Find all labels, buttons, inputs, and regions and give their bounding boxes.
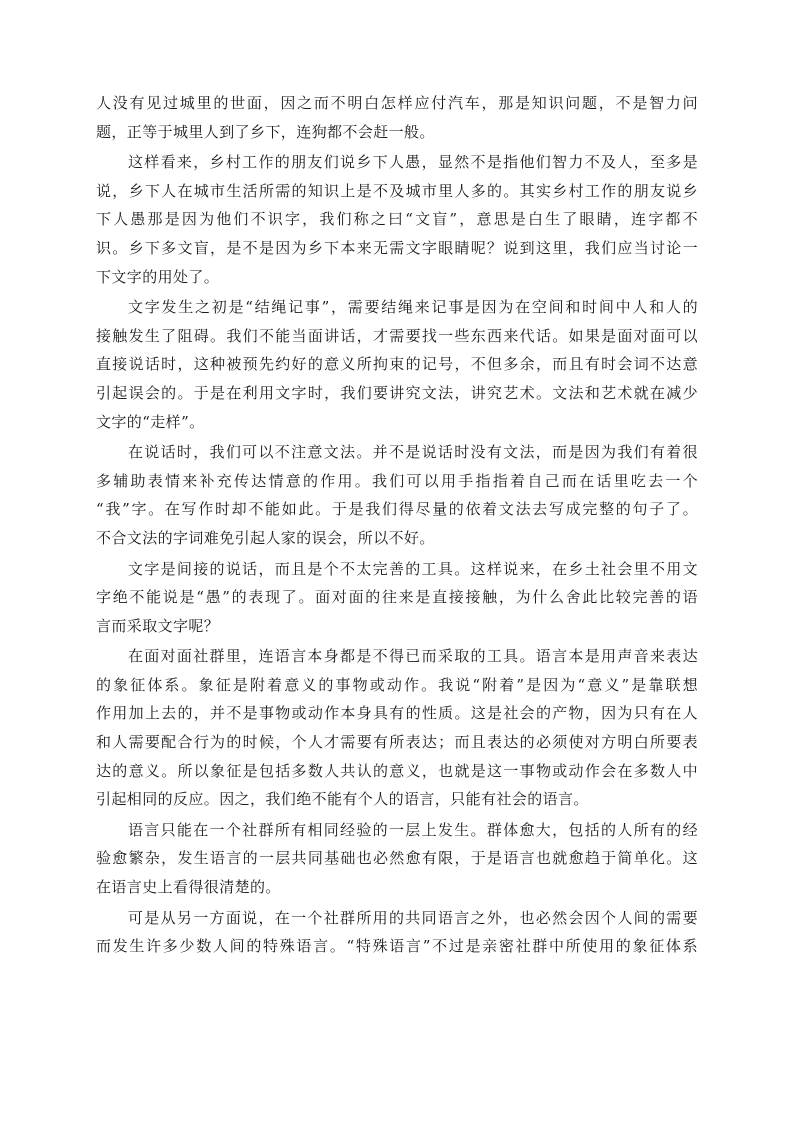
text-line: 和人需要配合行为的时候，个人才需要有所表达；而且表达的必须使对方明白所要表 xyxy=(96,733,698,752)
paragraph xyxy=(96,293,698,436)
text-line: 在面对面社群里，连语言本身都是不得已而采取的工具。语言本是用声音来表达 xyxy=(128,647,698,666)
text-line: 字绝不能说是“愚”的表现了。面对面的往来是直接接触，为什么舍此比较完善的语 xyxy=(96,588,698,607)
text-line: 说，乡下人在城市生活所需的知识上是不及城市里人多的。其实乡村工作的朋友说乡 xyxy=(96,181,698,200)
paragraph xyxy=(96,816,698,902)
text-line: 不合文法的字词难免引起人家的误会，所以不好。 xyxy=(96,528,435,547)
text-line: 下人愚那是因为他们不识字，我们称之曰“文盲”，意思是白生了眼睛，连字都不 xyxy=(96,210,698,229)
text-line: 在说话时，我们可以不注意文法。并不是说话时没有文法，而是因为我们有着很 xyxy=(128,443,698,462)
paragraph xyxy=(96,148,698,291)
text-line: 这样看来，乡村工作的朋友们说乡下人愚，显然不是指他们智力不及人，至多是 xyxy=(128,153,698,172)
text-line: 下文字的用处了。 xyxy=(96,267,220,286)
paragraph xyxy=(96,555,698,641)
text-line: 而发生许多少数人间的特殊语言。“特殊语言”不过是亲密社群中所使用的象征体系 xyxy=(96,937,698,956)
text-line: 引起误会的。于是在利用文字时，我们要讲究文法，讲究艺术。文法和艺术就在减少 xyxy=(96,383,698,402)
text-line: 题，正等于城里人到了乡下，连狗都不会赶一般。 xyxy=(96,122,435,141)
text-line: 语言只能在一个社群所有相同经验的一层上发生。群体愈大，包括的人所有的经 xyxy=(128,820,698,839)
text-line: 引起相同的反应。因之，我们绝不能有个人的语言，只能有社会的语言。 xyxy=(96,790,589,809)
text-line: 在语言史上看得很清楚的。 xyxy=(96,878,281,897)
text-line: 接触发生了阻碍。我们不能当面讲话，才需要找一些东西来代话。如果是面对面可以 xyxy=(96,326,698,345)
text-line: 作用加上去的，并不是事物或动作本身具有的性质。这是社会的产物，因为只有在人 xyxy=(96,704,698,723)
document-page xyxy=(96,89,698,963)
paragraph xyxy=(96,89,698,146)
text-line: “我”字。在写作时却不能如此。于是我们得尽量的依着文法去写成完整的句子了。 xyxy=(96,500,698,519)
text-line: 多辅助表情来补充传达情意的作用。我们可以用手指指着自己而在话里吃去一个 xyxy=(96,471,698,490)
text-line: 的象征体系。象征是附着意义的事物或动作。我说“附着”是因为“意义”是靠联想 xyxy=(96,675,698,694)
paragraph xyxy=(96,438,698,552)
text-line: 直接说话时，这种被预先约好的意义所拘束的记号，不但多余，而且有时会词不达意 xyxy=(96,355,698,374)
paragraph xyxy=(96,642,698,814)
text-line: 文字的“走样”。 xyxy=(96,412,205,431)
text-line: 验愈繁杂，发生语言的一层共同基础也必然愈有限，于是语言也就愈趋于简单化。这 xyxy=(96,849,698,868)
text-line: 言而采取文字呢？ xyxy=(96,616,220,635)
text-line: 识。乡下多文盲，是不是因为乡下本来无需文字眼睛呢？说到这里，我们应当讨论一 xyxy=(96,238,698,257)
text-line: 文字发生之初是“结绳记事”，需要结绳来记事是因为在空间和时间中人和人的 xyxy=(128,298,698,317)
paragraph xyxy=(96,904,698,961)
text-line: 文字是间接的说话，而且是个不太完善的工具。这样说来，在乡土社会里不用文 xyxy=(128,559,698,578)
text-line: 可是从另一方面说，在一个社群所用的共同语言之外，也必然会因个人间的需要 xyxy=(128,908,698,927)
text-line: 达的意义。所以象征是包括多数人共认的意义，也就是这一事物或动作会在多数人中 xyxy=(96,761,698,780)
text-line: 人没有见过城里的世面，因之而不明白怎样应付汽车，那是知识问题，不是智力问 xyxy=(96,94,698,112)
